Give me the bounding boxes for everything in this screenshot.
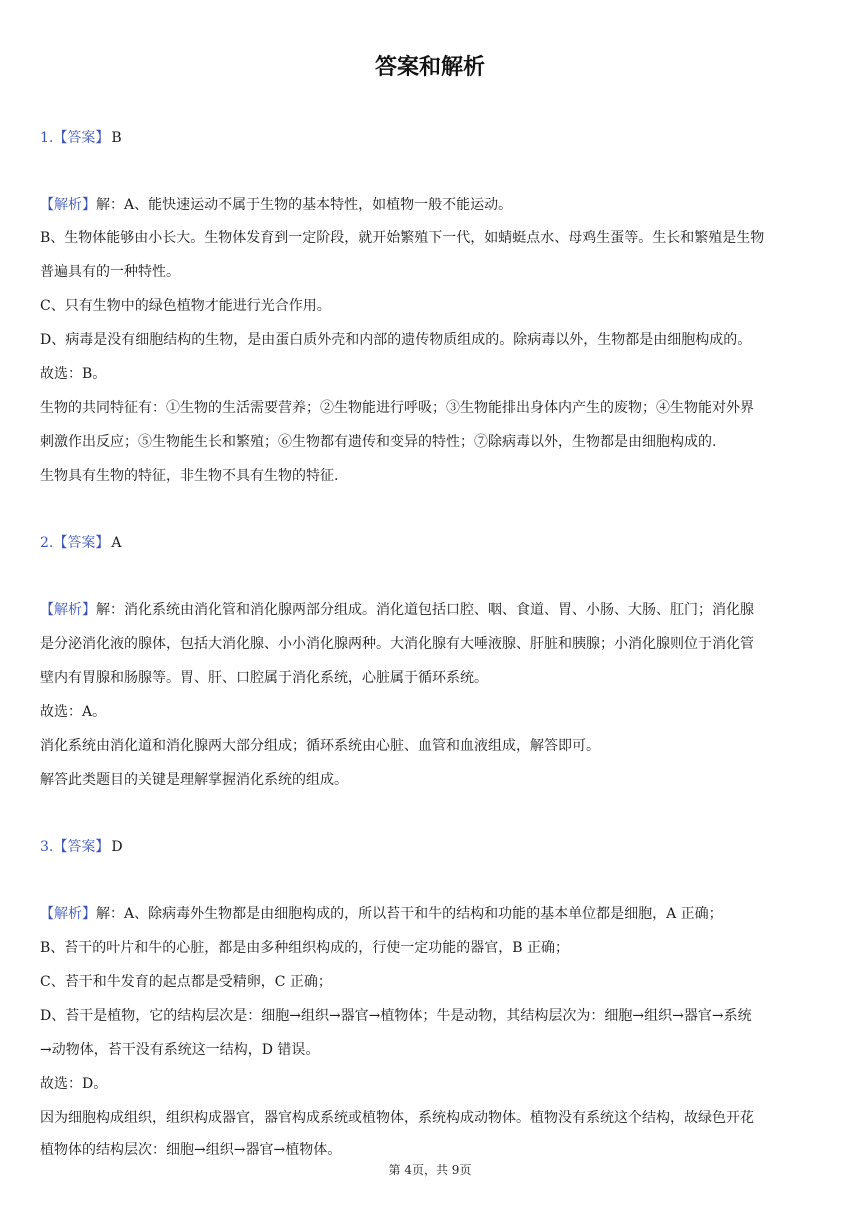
analysis-line: 故选：B。: [40, 366, 107, 382]
answer-tag: 【答案】: [53, 839, 110, 855]
analysis-tag: 【解析】: [40, 906, 96, 922]
analysis-first-line-q2: [40, 600, 820, 620]
analysis-line: C、苔干和牛发育的起点都是受精卵，C 正确；: [40, 974, 332, 990]
analysis-line: 是分泌消化液的腺体，包括大消化腺、小小消化腺两种。大消化腺有大唾液腺、肝脏和胰腺；小消化腺则位于消化管: [40, 636, 754, 652]
answer-tag: 【答案】: [53, 130, 110, 146]
analysis-first-line-q1: [40, 195, 820, 215]
analysis-line: C、只有生物中的绿色植物才能进行光合作用。: [40, 298, 331, 314]
answer-value: D: [111, 839, 123, 855]
page-title: 答案和解析: [374, 55, 485, 80]
answer-tag: 【答案】: [53, 535, 110, 551]
answer-value: A: [111, 535, 122, 551]
analysis-line: D、病毒是没有细胞结构的生物，是由蛋白质外壳和内部的遗传物质组成的。除病毒以外，生物都是由细胞构成的。: [40, 332, 752, 348]
analysis-line: 普遍具有的一种特性。: [40, 264, 180, 280]
analysis-line: D、苔干是植物，它的结构层次是：细胞→组织→器官→植物体；牛是动物，其结构层次为：细胞→组织→器官→系统: [40, 1008, 752, 1024]
analysis-line: 解答此类题目的关键是理解掌握消化系统的组成。: [40, 772, 348, 788]
analysis-line: 生物的共同特征有：①生物的生活需要营养；②生物能进行呼吸；③生物能排出身体内产生的废物；④生物能对外界: [40, 400, 754, 416]
analysis-line: B、苔干的叶片和牛的心脏，都是由多种组织构成的，行使一定功能的器官，B 正确；: [40, 940, 570, 956]
answer-line-q2: [40, 533, 121, 553]
answer-value: B: [111, 130, 122, 146]
analysis-tag: 【解析】: [40, 602, 96, 618]
question-number: 1.: [40, 130, 54, 146]
analysis-text: 解：消化系统由消化管和消化腺两部分组成。消化道包括口腔、咽、食道、胃、小肠、大肠、肛门；消化腺: [96, 602, 754, 618]
analysis-line: 生物具有生物的特征，非生物不具有生物的特征.: [40, 468, 339, 484]
analysis-text: 解：A、能快速运动不属于生物的基本特性，如植物一般不能运动。: [96, 197, 513, 213]
answer-line-q1: [40, 128, 122, 148]
question-number: 3.: [40, 839, 54, 855]
analysis-first-line-q3: [40, 904, 820, 924]
page-footer: 第 4页，共 9页: [388, 1163, 472, 1177]
analysis-line: 故选：A。: [40, 704, 107, 720]
analysis-line: 植物体的结构层次：细胞→组织→器官→植物体。: [40, 1142, 342, 1158]
analysis-line: 因为细胞构成组织，组织构成器官，器官构成系统或植物体，系统构成动物体。植物没有系统这个结构，故绿色开花: [40, 1110, 754, 1126]
analysis-line: 刺激作出反应；⑤生物能生长和繁殖；⑥生物都有遗传和变异的特性；⑦除病毒以外，生物都是由细胞构成的.: [40, 434, 717, 450]
analysis-line: B、生物体能够由小长大。生物体发育到一定阶段，就开始繁殖下一代，如蜻蜓点水、母鸡生蛋等。生长和繁殖是生物: [40, 230, 765, 246]
analysis-line: 消化系统由消化道和消化腺两大部分组成；循环系统由心脏、血管和血液组成，解答即可。: [40, 738, 600, 754]
analysis-text: 解：A、除病毒外生物都是由细胞构成的，所以苔干和牛的结构和功能的基本单位都是细胞，A 正确；: [96, 906, 723, 922]
analysis-line: →动物体，苔干没有系统这一结构，D 错误。: [40, 1042, 320, 1058]
answer-line-q3: [40, 837, 123, 857]
question-number: 2.: [40, 535, 54, 551]
analysis-line: 壁内有胃腺和肠腺等。胃、肝、口腔属于消化系统，心脏属于循环系统。: [40, 670, 488, 686]
analysis-tag: 【解析】: [40, 197, 96, 213]
analysis-line: 故选：D。: [40, 1076, 108, 1092]
